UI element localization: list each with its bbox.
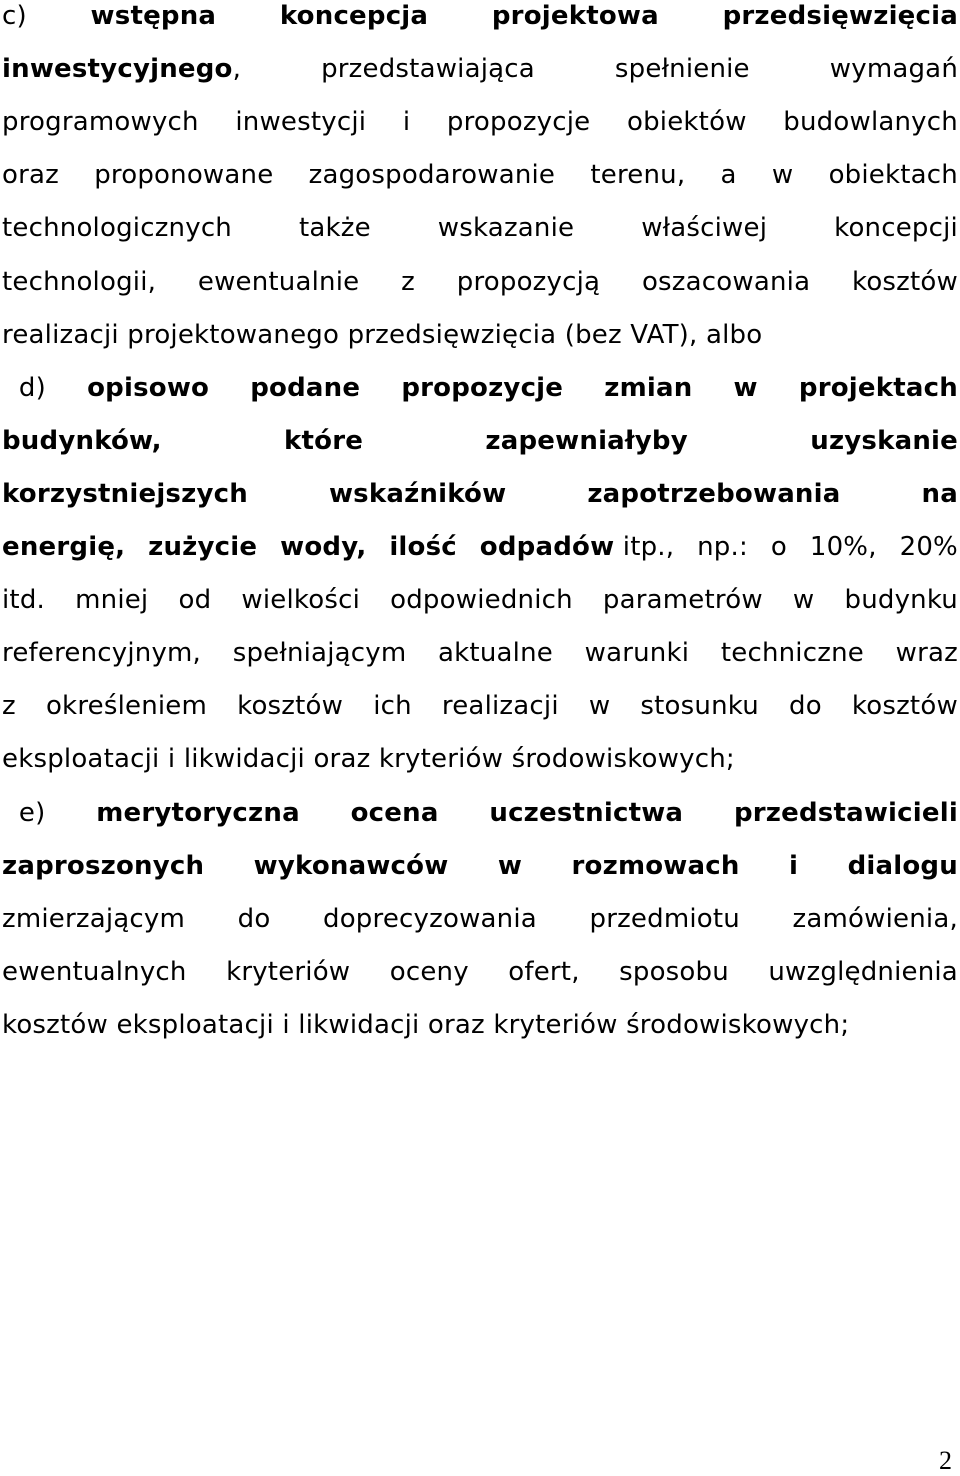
word: zapotrzebowania xyxy=(587,478,841,509)
word: wstępna xyxy=(90,1,217,31)
word: projektowa xyxy=(491,1,659,31)
word: spełnienie xyxy=(614,54,750,85)
word: ilość xyxy=(389,532,457,562)
word: w xyxy=(497,850,523,881)
word: propozycją xyxy=(456,266,601,297)
text-line xyxy=(2,0,958,53)
text-line xyxy=(2,531,958,584)
word: itd. xyxy=(2,585,45,616)
word: realizacji xyxy=(441,691,559,722)
word: (bez xyxy=(564,319,622,350)
word: o xyxy=(770,532,787,562)
text-line xyxy=(2,319,958,372)
word: i xyxy=(282,1009,290,1040)
word: technologicznych xyxy=(2,213,232,244)
word: z xyxy=(2,691,16,722)
word: energię, xyxy=(2,532,126,562)
word: zużycie xyxy=(148,532,258,562)
word: aktualne xyxy=(438,638,553,669)
word: stosunku xyxy=(640,691,759,722)
word: projektowanego xyxy=(127,319,340,350)
text-line xyxy=(2,266,958,319)
word: mniej xyxy=(75,585,149,616)
text-line xyxy=(2,690,958,743)
word: oraz xyxy=(427,1009,485,1040)
word: kosztów xyxy=(2,1009,108,1040)
word: i xyxy=(789,850,799,881)
word: od xyxy=(178,585,212,616)
word: zapewniałyby xyxy=(485,425,688,456)
word: 20% xyxy=(899,532,958,562)
word: z xyxy=(401,266,415,297)
text-line xyxy=(2,743,958,796)
word-suffix: itp., xyxy=(614,532,675,562)
word: technologii, xyxy=(2,266,157,297)
word: podane xyxy=(250,372,361,403)
word: eksploatacji xyxy=(116,1009,274,1040)
word: zmian xyxy=(604,372,693,403)
word: albo xyxy=(705,319,763,350)
word: likwidacji xyxy=(298,1009,420,1040)
word: techniczne xyxy=(720,638,864,669)
word-group xyxy=(2,53,241,106)
word: np.: xyxy=(697,532,748,562)
word: oceny xyxy=(389,956,469,987)
word: propozycje xyxy=(446,107,591,138)
text-line xyxy=(2,372,958,425)
word: wielkości xyxy=(241,585,361,616)
word: w xyxy=(792,585,815,616)
text-line xyxy=(2,53,958,106)
word: przedstawicieli xyxy=(733,797,958,828)
word: ewentualnych xyxy=(2,956,187,987)
text-line xyxy=(2,584,958,637)
word: w xyxy=(733,372,758,403)
word: kryteriów xyxy=(226,956,351,987)
text-line xyxy=(2,1009,958,1062)
word: korzystniejszych xyxy=(2,478,248,509)
word: terenu, xyxy=(590,160,686,191)
word: przedmiotu xyxy=(589,903,740,934)
word: obiektach xyxy=(828,160,958,191)
text-line xyxy=(2,478,958,531)
word: likwidacji xyxy=(183,744,305,775)
word: parametrów xyxy=(602,585,763,616)
word: ewentualnie xyxy=(197,266,360,297)
word: przedsięwzięcia xyxy=(722,1,958,31)
word: zaproszonych xyxy=(2,850,205,881)
word: sposobu xyxy=(619,956,729,987)
word: uzyskanie xyxy=(810,425,958,456)
word: a xyxy=(720,160,737,191)
word: 10%, xyxy=(809,532,877,562)
word: odpowiednich xyxy=(390,585,573,616)
word: w xyxy=(771,160,794,191)
word-suffix: , xyxy=(232,54,242,85)
word: i xyxy=(167,744,176,775)
text-line xyxy=(2,850,958,903)
word: wymagań xyxy=(829,54,958,85)
word: ich xyxy=(373,691,412,722)
word: propozycje xyxy=(401,372,564,403)
word: oraz xyxy=(2,160,59,191)
text-line xyxy=(2,212,958,265)
word: do xyxy=(237,903,271,934)
word: koncepcji xyxy=(834,213,958,244)
word: na xyxy=(921,478,958,509)
word: kryteriów xyxy=(493,1009,618,1040)
word: określeniem xyxy=(45,691,208,722)
text-line xyxy=(2,159,958,212)
word: budowlanych xyxy=(783,107,958,138)
word: środowiskowych; xyxy=(511,744,735,775)
word: projektach xyxy=(798,372,958,403)
word: do xyxy=(789,691,822,722)
word: warunki xyxy=(584,638,690,669)
word: budynku xyxy=(844,585,958,616)
word: inwestycyjnego xyxy=(2,54,233,85)
word: właściwej xyxy=(641,213,768,244)
word: kryteriów xyxy=(378,744,504,775)
word: programowych xyxy=(2,107,199,138)
word: eksploatacji xyxy=(2,744,160,775)
word: ofert, xyxy=(508,956,580,987)
word: doprecyzowania xyxy=(323,903,537,934)
word: rozmowach xyxy=(571,850,740,881)
word: w xyxy=(588,691,611,722)
text-line xyxy=(2,637,958,690)
word: e) xyxy=(2,797,46,828)
word: spełniającym xyxy=(232,638,407,669)
word: wskazanie xyxy=(437,213,575,244)
word: budynków, xyxy=(2,425,162,456)
word: d) xyxy=(2,372,46,403)
page-number: 2 xyxy=(939,1446,952,1475)
text-line xyxy=(2,425,958,478)
word: środowiskowych; xyxy=(626,1009,850,1040)
word: zamówienia, xyxy=(792,903,958,934)
word: które xyxy=(284,425,364,456)
word: kosztów xyxy=(851,691,958,722)
word: opisowo xyxy=(87,372,210,403)
word-group xyxy=(480,531,674,584)
word: ocena xyxy=(350,797,439,828)
word: uwzględnienia xyxy=(768,956,958,987)
word: realizacji xyxy=(2,319,119,350)
word: koncepcja xyxy=(279,1,429,31)
word: uczestnictwa xyxy=(489,797,684,828)
word: c) xyxy=(2,1,27,31)
word: wskaźników xyxy=(328,478,507,509)
word: wody, xyxy=(280,532,367,562)
word: kosztów xyxy=(851,266,958,297)
word: zagospodarowanie xyxy=(308,160,556,191)
word: przedstawiająca xyxy=(321,54,535,85)
word: VAT), xyxy=(630,319,698,350)
word: wykonawców xyxy=(253,850,449,881)
word: przedsięwzięcia xyxy=(347,319,557,350)
word: merytoryczna xyxy=(96,797,300,828)
word: odpadów xyxy=(479,532,615,562)
word: wraz xyxy=(895,638,958,669)
word: zmierzającym xyxy=(2,903,186,934)
word: referencyjnym, xyxy=(2,638,202,669)
word: dialogu xyxy=(847,850,958,881)
word: także xyxy=(298,213,371,244)
text-line xyxy=(2,903,958,956)
word: inwestycji xyxy=(235,107,367,138)
word: oraz xyxy=(313,744,371,775)
text-line xyxy=(2,956,958,1009)
text-line xyxy=(2,797,958,850)
word: obiektów xyxy=(627,107,747,138)
text-line xyxy=(2,106,958,159)
word: proponowane xyxy=(94,160,274,191)
word: i xyxy=(402,107,411,138)
word: kosztów xyxy=(237,691,344,722)
word: oszacowania xyxy=(641,266,811,297)
